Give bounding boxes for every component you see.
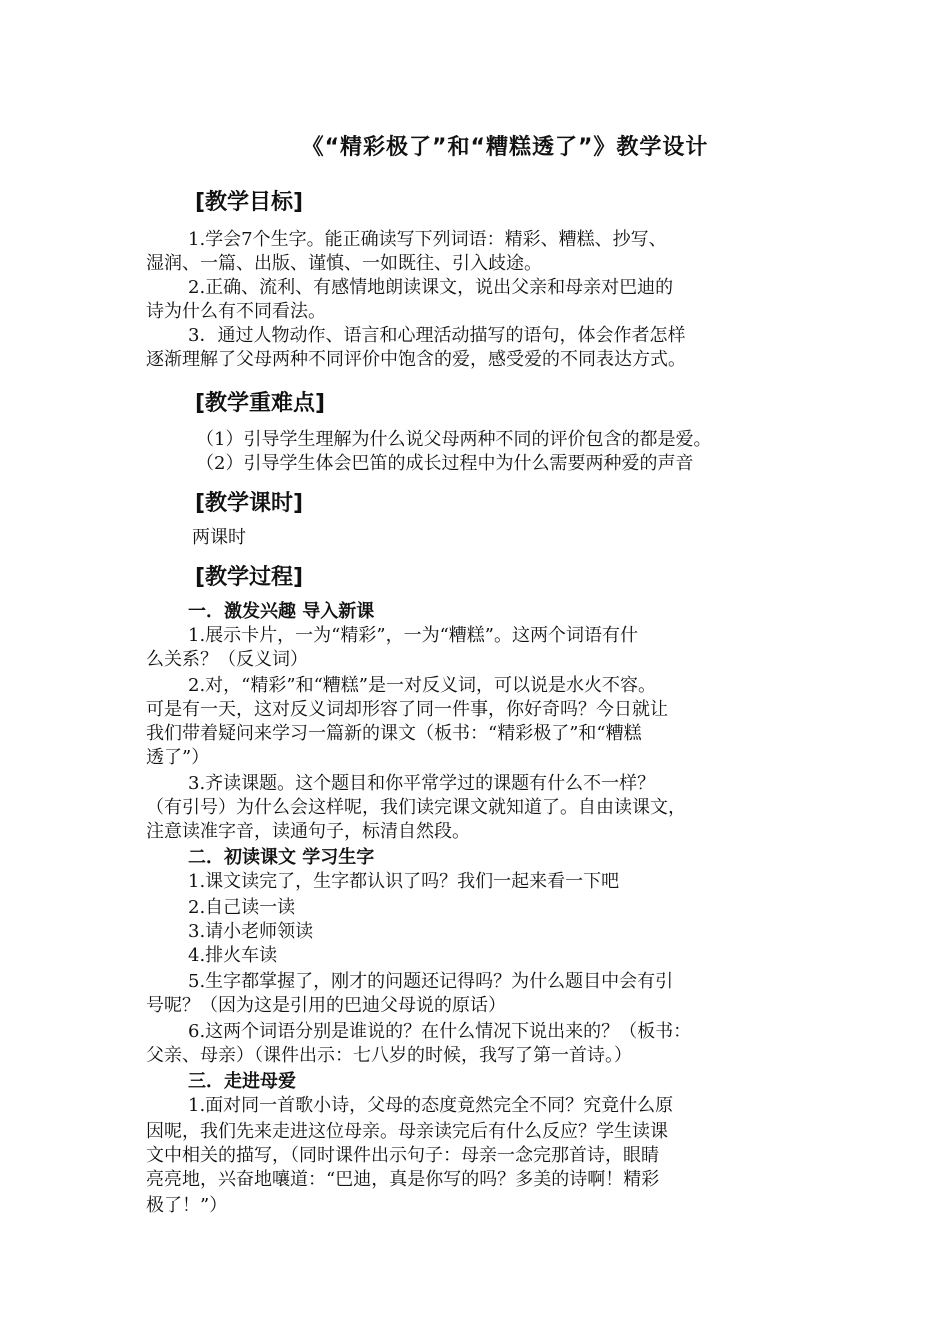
paragraph-line: 5.生字都掌握了，刚才的问题还记得吗？为什么题目中会有引 xyxy=(188,971,674,992)
part-heading: 三．走进母爱 xyxy=(188,1071,296,1092)
section-heading-objectives: [教学目标] xyxy=(195,190,304,215)
paragraph-line: 可是有一天，这对反义词却形容了同一件事，你好奇吗？今日就让 xyxy=(146,699,668,720)
objective-line: 1.学会7个生字。能正确读写下列词语：精彩、糟糕、抄写、 xyxy=(188,229,667,250)
paragraph-line: 1.展示卡片，一为“精彩”，一为“糟糕”。这两个词语有什 xyxy=(188,625,638,646)
paragraph-line: 透了”） xyxy=(146,747,210,768)
paragraph-line: 2.对，“精彩”和“糟糕”是一对反义词，可以说是水火不容。 xyxy=(188,675,656,696)
paragraph-line: 4.排火车读 xyxy=(188,945,278,966)
hours-text: 两课时 xyxy=(192,527,246,548)
paragraph-line: 2.自己读一读 xyxy=(188,897,296,918)
part-heading: 二．初读课文 学习生字 xyxy=(188,847,375,868)
paragraph-line: 因呢，我们先来走进这位母亲。母亲读完后有什么反应？学生读课 xyxy=(146,1121,668,1142)
section-heading-hours: [教学课时] xyxy=(195,491,304,516)
paragraph-line: 注意读准字音，读通句子，标清自然段。 xyxy=(146,821,470,842)
paragraph-line: 极了！”） xyxy=(146,1195,228,1216)
section-heading-process: [教学过程] xyxy=(195,565,304,590)
document-title: 《“精彩极了”和“糟糕透了”》教学设计 xyxy=(301,135,709,160)
objective-line: 诗为什么有不同看法。 xyxy=(146,301,326,322)
paragraph-line: 么关系？（反义词） xyxy=(146,649,308,670)
part-heading: 一．激发兴趣 导入新课 xyxy=(188,601,375,622)
paragraph-line: 号呢？（因为这是引用的巴迪父母说的原话） xyxy=(146,995,506,1016)
paragraph-line: 我们带着疑问来学习一篇新的课文（板书：“精彩极了”和“糟糕 xyxy=(146,723,642,744)
key-point-line: （1）引导学生理解为什么说父母两种不同的评价包含的都是爱。 xyxy=(196,429,712,450)
paragraph-line: 亮亮地，兴奋地嚷道：“巴迪，真是你写的吗？多美的诗啊！精彩 xyxy=(146,1169,660,1190)
paragraph-line: 1.课文读完了，生字都认识了吗？我们一起来看一下吧 xyxy=(188,871,620,892)
objective-line: 3．通过人物动作、语言和心理活动描写的语句，体会作者怎样 xyxy=(188,325,686,346)
paragraph-line: 6.这两个词语分别是谁说的？在什么情况下说出来的？（板书： xyxy=(188,1021,692,1042)
paragraph-line: 文中相关的描写，（同时课件出示句子：母亲一念完那首诗，眼睛 xyxy=(146,1145,659,1166)
paragraph-line: 父亲、母亲）（课件出示：七八岁的时候，我写了第一首诗。） xyxy=(146,1045,632,1066)
paragraph-line: 3.请小老师领读 xyxy=(188,921,314,942)
paragraph-line: 1.面对同一首歌小诗，父母的态度竟然完全不同？究竟什么原 xyxy=(188,1095,674,1116)
objective-line: 逐渐理解了父母两种不同评价中饱含的爱，感受爱的不同表达方式。 xyxy=(146,349,686,370)
paragraph-line: 3.齐读课题。这个题目和你平常学过的课题有什么不一样？ xyxy=(188,773,656,794)
paragraph-line: （有引号）为什么会这样呢，我们读完课文就知道了。自由读课文， xyxy=(146,797,686,818)
objective-line: 湿润、一篇、出版、谨慎、一如既往、引入歧途。 xyxy=(146,253,542,274)
key-point-line: （2）引导学生体会巴笛的成长过程中为什么需要两种爱的声音 xyxy=(196,453,694,474)
objective-line: 2.正确、流利、有感情地朗读课文，说出父亲和母亲对巴迪的 xyxy=(188,277,674,298)
section-heading-key-points: [教学重难点] xyxy=(195,391,326,416)
